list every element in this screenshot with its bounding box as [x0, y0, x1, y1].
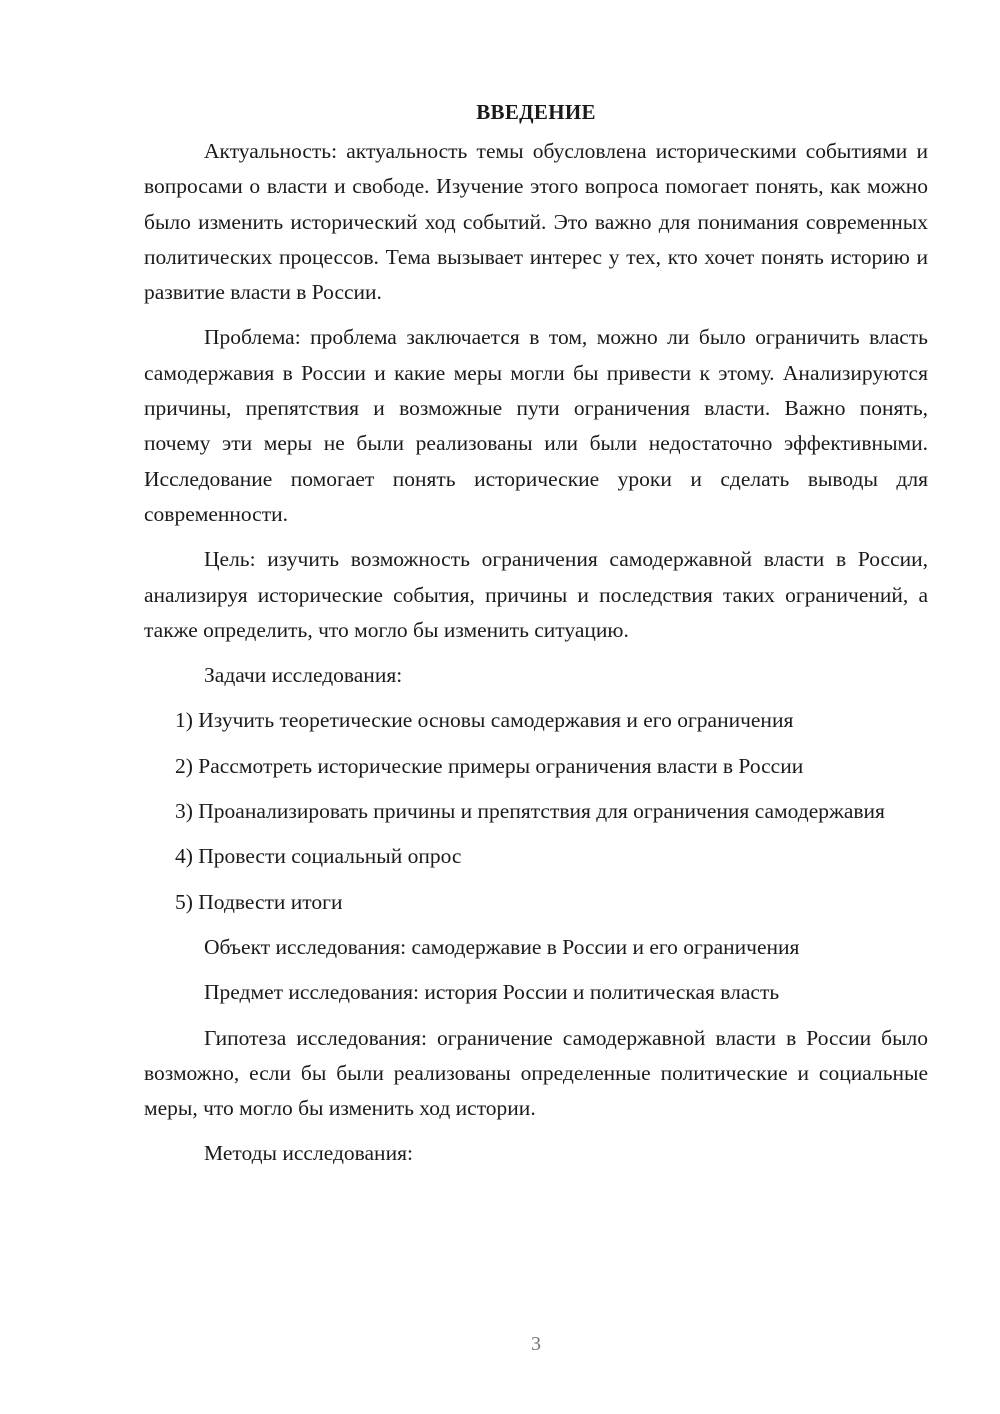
paragraph-goal: Цель: изучить возможность ограничения самодержавной власти в России, анализируя исторические события, причины и последствия таких ограничений, а также определить, что могло бы изменить ситуацию.	[144, 547, 928, 642]
paragraph-object: Объект исследования: самодержавие в России и его ограничения	[204, 934, 800, 959]
task-item-3: 3) Проанализировать причины и препятствия для ограничения самодержавия	[175, 799, 885, 824]
task-item-1: 1) Изучить теоретические основы самодержавия и его ограничения	[175, 708, 794, 733]
task-item-4: 4) Провести социальный опрос	[175, 844, 462, 869]
page-number: 3	[531, 1333, 541, 1355]
paragraph-hypothesis: Гипотеза исследования: ограничение самодержавной власти в России было возможно, если бы были реализованы определенные политические и социальные меры, что могло бы изменить ход истории.	[144, 1025, 928, 1121]
paragraph-subject: Предмет исследования: история России и политическая власть	[204, 980, 780, 1005]
paragraph-problem: Проблема: проблема заключается в том, можно ли было ограничить власть самодержавия в России и какие меры могли бы привести к этому. Анализируются причины, препятствия и возможные пути ограничения власти. Важно понять, почему эти меры не были реализованы или были недостаточно эффективными. Исследование помогает понять исторические уроки и сделать выводы для современности.	[144, 325, 928, 526]
task-item-2: 2) Рассмотреть исторические примеры ограничения власти в России	[175, 753, 804, 778]
tasks-heading: Задачи исследования:	[204, 663, 403, 688]
section-title: ВВЕДЕНИЕ	[476, 100, 596, 124]
document-page	[144, 95, 928, 1182]
task-item-5: 5) Подвести итоги	[175, 889, 343, 914]
paragraph-relevance: Актуальность: актуальность темы обусловлена историческими событиями и вопросами о власти и свободе. Изучение этого вопроса помогает понять, как можно было изменить исторический ход событий. Это важно для понимания современных политических процессов. Тема вызывает интерес у тех, кто хочет понять историю и развитие власти в России.	[144, 139, 928, 305]
paragraph-methods: Методы исследования:	[204, 1141, 413, 1166]
